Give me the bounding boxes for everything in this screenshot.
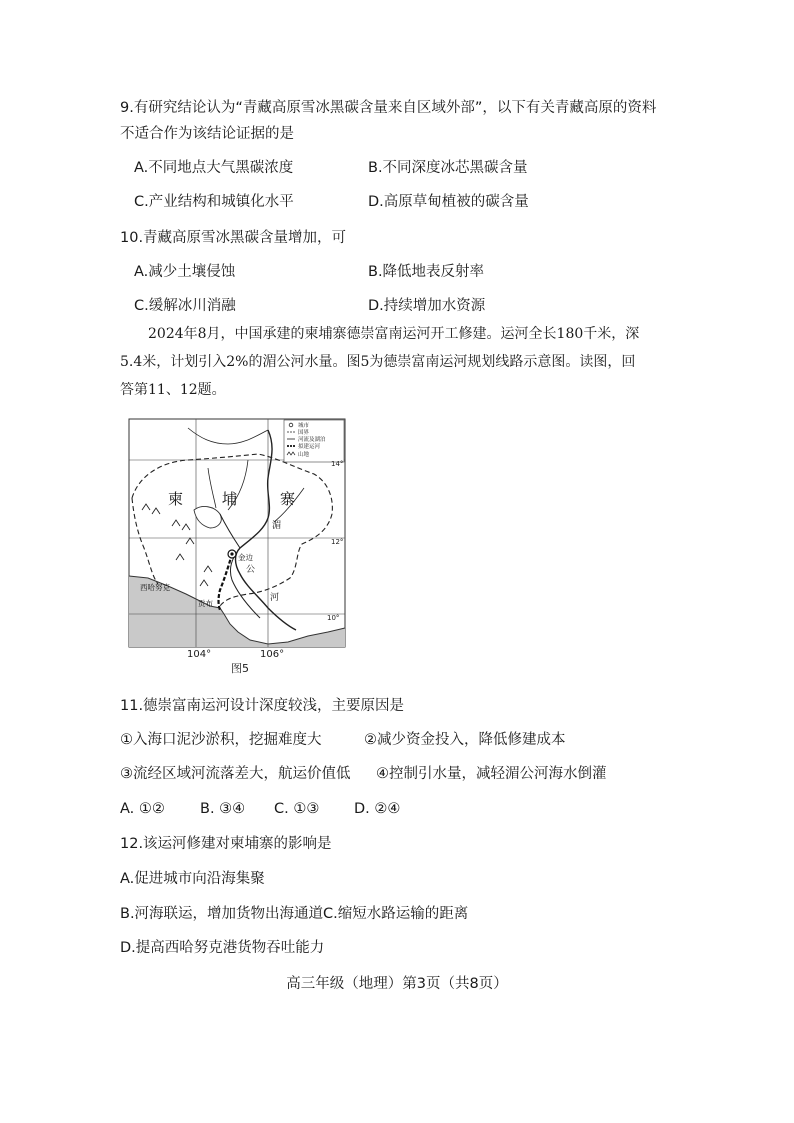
legend-border-label: 国界 bbox=[298, 430, 310, 436]
lat-label-12: 12° bbox=[331, 538, 344, 546]
q10-option-c: C.缓解冰川消融 bbox=[134, 298, 236, 314]
q9-stem-line2: 不适合作为该结论证据的是 bbox=[120, 126, 294, 142]
legend-city-label: 城市 bbox=[298, 423, 310, 429]
q9-option-d: D.高原草甸植被的碳含量 bbox=[368, 194, 529, 210]
city-label-phnom-penh: 金边 bbox=[238, 553, 253, 562]
lon-label-104: 104° bbox=[187, 649, 212, 660]
q12-option-a: A.促进城市向沿海集聚 bbox=[120, 871, 265, 887]
country-char-2: 埔 bbox=[222, 490, 238, 508]
passage-line3: 答第11、12题。 bbox=[120, 382, 226, 398]
q10-option-a: A.减少土壤侵蚀 bbox=[134, 264, 236, 280]
q11-option-c: C. ①③ bbox=[274, 801, 320, 817]
q10-option-d: D.持续增加水资源 bbox=[368, 298, 486, 314]
q11-option-d: D. ②④ bbox=[354, 801, 401, 817]
q10-stem: 10.青藏高原雪冰黑碳含量增加，可 bbox=[120, 230, 347, 246]
legend-canal-label: 拟建运河 bbox=[298, 444, 321, 450]
canal-route-map bbox=[128, 418, 346, 648]
q12-stem: 12.该运河修建对柬埔寨的影响是 bbox=[120, 836, 332, 852]
country-char-1: 柬 bbox=[168, 490, 184, 508]
q9-option-c: C.产业结构和城镇化水平 bbox=[134, 194, 294, 210]
map-legend bbox=[284, 420, 344, 462]
q10-option-b: B.降低地表反射率 bbox=[368, 264, 485, 280]
q11-option-b: B. ③④ bbox=[200, 801, 246, 817]
q11-item-1: ①入海口泥沙淤积，挖掘难度大 bbox=[120, 732, 322, 748]
q12-option-d: D.提高西哈努克港货物吞吐能力 bbox=[120, 940, 325, 956]
q11-item-2: ②减少资金投入，降低修建成本 bbox=[364, 732, 566, 748]
q11-option-a: A. ①② bbox=[120, 801, 165, 817]
passage-line2: 5.4米，计划引入2%的湄公河水量。图5为德崇富南运河规划线路示意图。读图，回 bbox=[120, 354, 636, 370]
figure-caption: 图5 bbox=[231, 662, 249, 675]
q11-stem: 11.德崇富南运河设计深度较浅，主要原因是 bbox=[120, 698, 405, 714]
q9-option-b: B.不同深度冰芯黑碳含量 bbox=[368, 160, 528, 176]
page-footer: 高三年级（地理）第3页（共8页） bbox=[286, 976, 508, 992]
river-char-3: 河 bbox=[270, 593, 280, 603]
lat-label-14: 14° bbox=[331, 460, 344, 468]
lat-label-10: 10° bbox=[327, 614, 340, 622]
river-char-2: 公 bbox=[246, 565, 256, 575]
city-label-kampot: 贡布 bbox=[198, 599, 213, 608]
legend-mountain-label: 山地 bbox=[298, 452, 310, 458]
country-char-3: 寨 bbox=[280, 490, 296, 508]
river-char-1: 湄 bbox=[272, 521, 282, 531]
q11-item-3: ③流经区域河流落差大，航运价值低 bbox=[120, 766, 351, 782]
q9-option-a: A.不同地点大气黑碳浓度 bbox=[134, 160, 294, 176]
passage-line1: 2024年8月，中国承建的柬埔寨德崇富南运河开工修建。运河全长180千米，深 bbox=[148, 326, 640, 342]
legend-river-label: 河流及湖泊 bbox=[298, 437, 326, 443]
lon-label-106: 106° bbox=[260, 649, 285, 660]
q11-item-4: ④控制引水量，减轻湄公河海水倒灌 bbox=[376, 766, 607, 782]
q12-option-bc: B.河海联运，增加货物出海通道C.缩短水路运输的距离 bbox=[120, 906, 469, 922]
q9-stem-line1: 9.有研究结论认为“青藏高原雪冰黑碳含量来自区域外部”，以下有关青藏高原的资料 bbox=[120, 100, 657, 116]
city-label-sihanoukville: 西哈努克 bbox=[140, 583, 170, 592]
